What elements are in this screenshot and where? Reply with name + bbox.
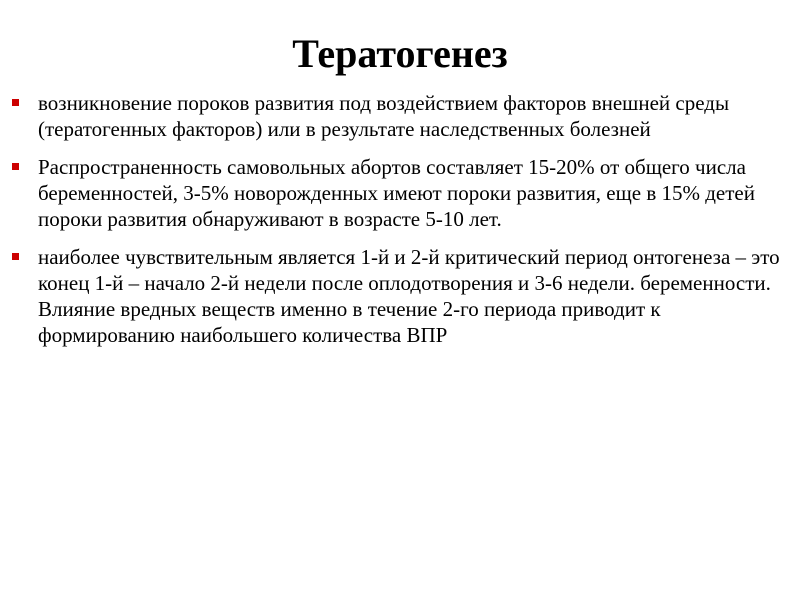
bullet-text-1: возникновение пороков развития под воздействием факторов внешней среды (тератогенных факторов) или в результате наследственных болезней bbox=[38, 91, 730, 141]
bullet-text-2: Распространенность самовольных абортов составляет 15-20% от общего числа беременностей, 3-5% новорожденных имеют пороки развития, еще в 15% детей пороки развития обнаруживают в возрасте 5-10 лет. bbox=[38, 155, 755, 231]
bullet-list bbox=[12, 90, 794, 360]
square-bullet-icon bbox=[12, 99, 19, 106]
bullet-item-1 bbox=[12, 90, 794, 142]
bullet-item-2 bbox=[12, 154, 794, 232]
square-bullet-icon bbox=[12, 163, 19, 170]
bullet-text-3: наиболее чувствительным является 1-й и 2-й критический период онтогенеза – это конец 1-й – начало 2-й недели после оплодотворения и 3-6 недели. беременности. Влияние вредных веществ именно в течение 2-го периода приводит к формированию наибольшего количества ВПР bbox=[38, 245, 780, 347]
square-bullet-icon bbox=[12, 253, 19, 260]
bullet-item-3 bbox=[12, 244, 794, 348]
slide-title: Тератогенез bbox=[292, 31, 508, 76]
